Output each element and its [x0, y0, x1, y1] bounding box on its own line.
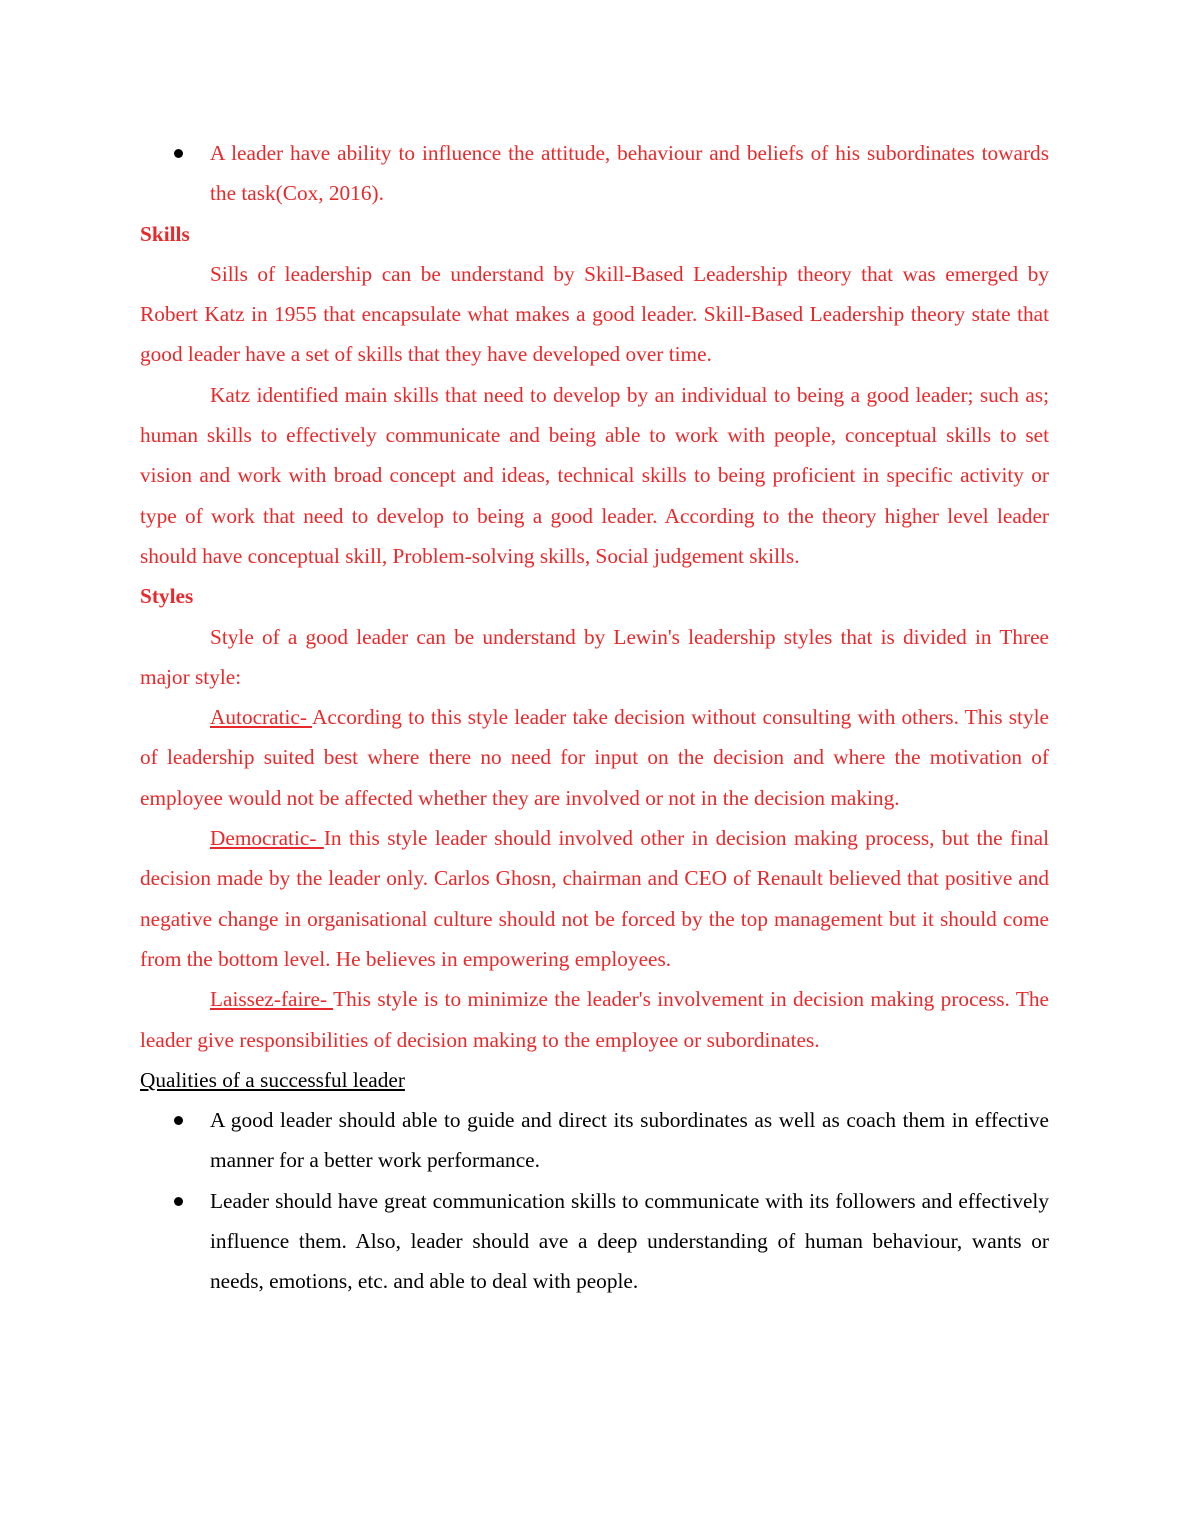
bullet-icon: [174, 149, 183, 158]
skills-paragraph: Katz identified main skills that need to develop by an individual to being a good leader; such as; human skills to effectively communicate and being able to work with people, conceptual skills to set vision and work with broad concept and ideas, technical skills to being proficient in specific activity or type of work that need to develop to being a good leader. According to the theory higher level leader should have conceptual skill, Problem-solving skills, Social judgement skills.: [140, 382, 1049, 568]
style-autocratic: [140, 697, 1049, 818]
style-term: Autocratic-: [210, 705, 312, 730]
page-content: [140, 133, 1049, 1302]
bullet-icon: [174, 1116, 183, 1125]
style-democratic: [140, 818, 1049, 979]
skills-heading: Skills: [140, 221, 190, 246]
intro-bullet-text: A leader have ability to influence the attitude, behaviour and beliefs of his subordinates towards the task(Cox, 2016).: [210, 141, 1049, 206]
qualities-heading: Qualities of a successful leader: [140, 1067, 405, 1092]
style-description: In this style leader should involved other in decision making process, but the final decision made by the leader only. Carlos Ghosn, chairman and CEO of Renault believed that positive and negative change in organisational culture should not be forced by the top management but it should come from the bottom level. He believes in empowering employees.: [140, 826, 1049, 971]
bullet-icon: [174, 1197, 183, 1206]
styles-heading: Styles: [140, 584, 194, 609]
qualities-bullet-item: [140, 1181, 1049, 1302]
style-term: Democratic-: [210, 826, 324, 851]
intro-bullet-item: [140, 133, 1049, 214]
qualities-bullet-text: Leader should have great communication skills to communicate with its followers and effectively influence them. Also, leader should ave a deep understanding of human behaviour, wants or needs, emotions, etc. and able to deal with people.: [210, 1188, 1049, 1294]
style-laissez-faire: [140, 979, 1049, 1060]
intro-bullet-list: [140, 133, 1049, 214]
style-term: Laissez-faire-: [210, 987, 334, 1012]
styles-intro: Style of a good leader can be understand by Lewin's leadership styles that is divided in Three major style:: [140, 624, 1049, 689]
qualities-bullet-list: [140, 1100, 1049, 1301]
qualities-bullet-item: [140, 1100, 1049, 1181]
qualities-bullet-text: A good leader should able to guide and direct its subordinates as well as coach them in effective manner for a better work performance.: [210, 1108, 1049, 1173]
skills-paragraph: Sills of leadership can be understand by Skill-Based Leadership theory that was emerged by Robert Katz in 1955 that encapsulate what makes a good leader. Skill-Based Leadership theory state that good leader have a set of skills that they have developed over time.: [140, 261, 1049, 367]
style-description: According to this style leader take decision without consulting with others. This style of leadership suited best where there no need for input on the decision and where the motivation of employee would not be affected whether they are involved or not in the decision making.: [140, 705, 1049, 810]
style-description: This style is to minimize the leader's involvement in decision making process. The leader give responsibilities of decision making to the employee or subordinates.: [140, 987, 1049, 1052]
